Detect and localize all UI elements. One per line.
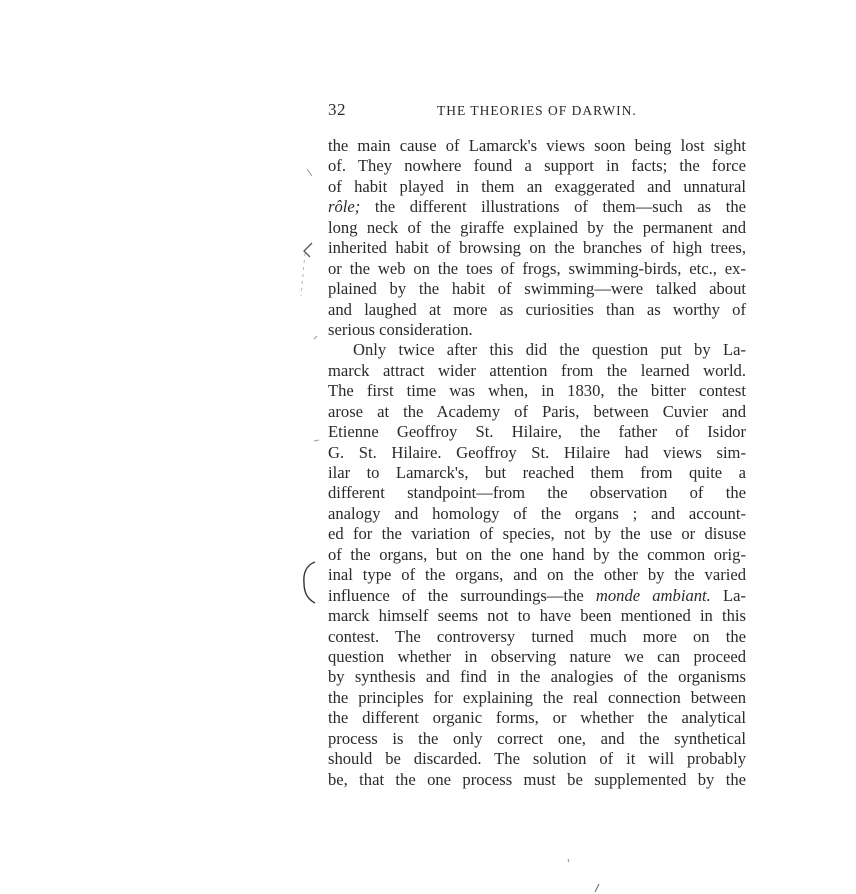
paragraph-start-line: Only twice after this did the question put by La-	[353, 340, 746, 360]
pencil-stroke-mark	[592, 882, 602, 894]
pencil-brace-mark	[298, 558, 320, 608]
text-line	[328, 586, 746, 606]
text-line: inal type of the organs, and on the other by the varied	[328, 565, 746, 585]
text-line: process is the only correct one, and the synthetical	[328, 728, 746, 748]
text-line: serious consideration.	[328, 319, 473, 339]
text-line: of habit played in them an exaggerated and unnatural	[328, 176, 746, 196]
text-line: and laughed at more as curiosities than as worthy of	[328, 299, 746, 319]
text-line: should be discarded. The solution of it will probably	[328, 749, 746, 769]
text-line: different standpoint—from the observation of the	[328, 483, 746, 503]
page-number: 32	[328, 100, 346, 119]
text-line: the different organic forms, or whether the analytical	[328, 708, 746, 728]
text-line: long neck of the giraffe explained by the permanent and	[328, 217, 746, 237]
text-line: G. St. Hilaire. Geoffroy St. Hilaire had views sim-	[328, 442, 746, 462]
text-line: or the web on the toes of frogs, swimming-birds, etc., ex-	[328, 258, 746, 278]
text-line: ilar to Lamarck's, but reached them from quite a	[328, 463, 746, 482]
line-after: La-	[710, 585, 746, 605]
text-line: plained by the habit of swimming—were talked about	[328, 279, 746, 299]
pencil-tick-mark	[312, 334, 320, 342]
text-line: ed for the variation of species, not by the use or disuse	[328, 524, 746, 544]
line-rest: the different illustrations of them—such as the	[360, 197, 746, 217]
text-line: The first time was when, in 1830, the bitter contest	[328, 381, 746, 401]
text-line	[328, 197, 746, 217]
text-line: marck himself seems not to have been mentioned in this	[328, 606, 746, 626]
line-before: influence of the surroundings—the	[328, 585, 596, 605]
text-line: analogy and homology of the organs ; and account-	[328, 503, 746, 523]
pencil-tick-mark	[313, 436, 321, 444]
italic-word: rôle;	[328, 197, 361, 217]
text-line: marck attract wider attention from the learned world.	[328, 360, 746, 380]
text-line: be, that the one process must be supplemented by the	[328, 769, 746, 789]
text-line: by synthesis and find in the analogies of the organisms	[328, 667, 746, 687]
text-line: Etienne Geoffroy St. Hilaire, the father of Isidor	[328, 422, 746, 442]
body-text	[328, 136, 746, 790]
running-head: THE THEORIES OF DARWIN.	[437, 103, 637, 118]
text-line: the principles for explaining the real connection between	[328, 687, 746, 707]
text-line: inherited habit of browsing on the branches of high trees,	[328, 238, 746, 258]
pencil-bracket-mark	[298, 238, 318, 300]
italic-phrase: monde ambiant.	[595, 585, 711, 605]
text-line: question whether in observing nature we can proceed	[328, 646, 746, 666]
text-line: the main cause of Lamarck's views soon being lost sight	[328, 136, 746, 155]
text-line: contest. The controversy turned much more on the	[328, 626, 746, 646]
text-line: of the organs, but on the one hand by the common orig-	[328, 544, 746, 564]
text-line: of. They nowhere found a support in facts; the force	[328, 156, 746, 176]
pencil-tick-mark	[565, 857, 573, 865]
pencil-tick-mark	[305, 166, 315, 180]
text-line: arose at the Academy of Paris, between Cuvier and	[328, 401, 746, 421]
